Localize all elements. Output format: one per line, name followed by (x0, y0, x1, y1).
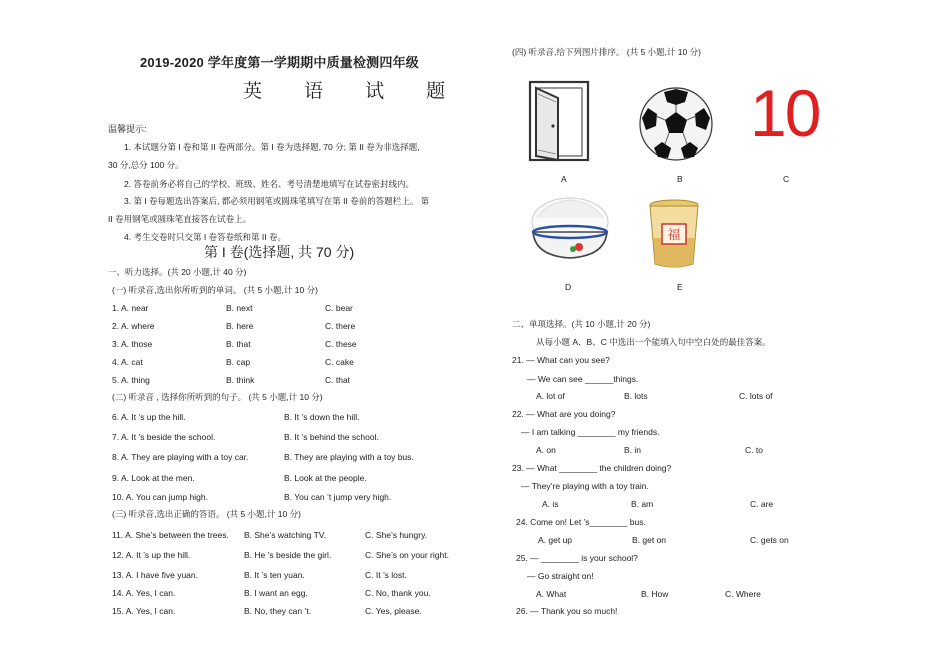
q14-a: 14. A. Yes, I can. (112, 588, 176, 598)
q2-b: B. here (226, 321, 254, 331)
q10-a: 10. A. You can jump high. (112, 492, 208, 502)
q8-a: 8. A. They are playing with a toy car. (112, 452, 249, 462)
q15-a: 15. A. Yes, I can. (112, 606, 176, 616)
number-ten-picture: 10 (750, 76, 820, 150)
q15-c: C. Yes, please. (365, 606, 422, 616)
q22: 22. — What are you doing? (512, 409, 616, 419)
q1-b: B. next (226, 303, 253, 313)
q14-c: C. No, thank you. (365, 588, 431, 598)
q4-a: 4. A. cat (112, 357, 143, 367)
q12-a: 12. A. It ’s up the hill. (112, 550, 191, 560)
q21-a: A. lot of (536, 391, 565, 401)
notice-heading: 温馨提示: (108, 124, 147, 134)
q23-a: A. is (542, 499, 559, 509)
q5-b: B. think (226, 375, 255, 385)
picture-label-d: D (565, 282, 572, 292)
exam-subtitle: 英 语 试 题 (243, 80, 464, 102)
part2-instruction: 从每小题 A、B、C 中选出一个能填入句中空白处的最佳答案。 (536, 337, 771, 347)
q6-b: B. It ’s down the hill. (284, 412, 360, 422)
q23-b: B. am (631, 499, 654, 509)
q25-c: C. Where (725, 589, 761, 599)
q22-c: C. to (745, 445, 763, 455)
notice-line-3b: II 卷用钢笔或圆珠笔直接答在试卷上。 (108, 214, 252, 224)
section1-heading: 一、听力选择。(共 20 小题,计 40 分) (108, 267, 247, 277)
q25: 25. — ________ is your school? (516, 553, 638, 563)
q2-a: 2. A. where (112, 321, 155, 331)
notice-line-1: 1. 本试题分第 I 卷和第 II 卷两部分。第 I 卷为选择题, 70 分; 第 II 卷为非选择题, (124, 142, 420, 152)
sub4-heading: (四) 听录音,给下列图片排序。 (共 5 小题,计 10 分) (512, 47, 701, 57)
q22-b: B. in (624, 445, 642, 455)
q1-a: 1. A. near (112, 303, 149, 313)
q21-answer-line: — We can see ______things. (527, 374, 639, 384)
notice-line-2: 2. 答卷前务必将自己的学校、班级、姓名、考号清楚地填写在试卷密封线内。 (124, 179, 414, 189)
notice-line-3: 3. 第 I 卷每题选出答案后, 都必须用钢笔或圆珠笔填写在第 II 卷前的答题栏上。 第 (124, 196, 430, 206)
door-picture (528, 80, 594, 162)
sub3-heading: (三) 听录音,选出正确的答语。 (共 5 小题,计 10 分) (112, 509, 301, 519)
rice-bowl-picture (527, 192, 613, 264)
q1-c: C. bear (325, 303, 353, 313)
soccer-ball-picture (638, 86, 714, 162)
q26: 26. — Thank you so much! (516, 606, 618, 616)
picture-label-c: C (783, 174, 790, 184)
q10-b: B. You can ’t jump very high. (284, 492, 392, 502)
q24-b: B. get on (632, 535, 667, 545)
q22-a: A. on (536, 445, 556, 455)
notice-line-1b: 30 分,总分 100 分。 (108, 160, 184, 170)
q11-c: C. She’s hungry. (365, 530, 428, 540)
q23-answer-line: — They’re playing with a toy train. (521, 481, 649, 491)
part1-title: 第 I 卷(选择题, 共 70 分) (204, 244, 355, 260)
notice-line-4: 4. 考生交卷时只交第 I 卷答卷纸和第 II 卷。 (124, 232, 286, 242)
picture-label-a: A (561, 174, 567, 184)
q24-a: A. get up (538, 535, 573, 545)
q7-a: 7. A. It ’s beside the school. (112, 432, 216, 442)
q25-answer-line: — Go straight on! (527, 571, 594, 581)
picture-label-b: B (677, 174, 683, 184)
q25-a: A. What (536, 589, 567, 599)
part2-title: 二、单项选择。(共 10 小题,计 20 分) (512, 319, 651, 329)
q6-a: 6. A. It ’s up the hill. (112, 412, 186, 422)
sub2-heading: (二) 听录音 , 选择你所听到的句子。 (共 5 小题,计 10 分) (112, 392, 323, 402)
q2-c: C. there (325, 321, 356, 331)
q13-b: B. It ’s ten yuan. (244, 570, 305, 580)
q11-b: B. She’s watching TV. (244, 530, 327, 540)
q13-c: C. It ’s lost. (365, 570, 407, 580)
q21-b: B. lots (624, 391, 648, 401)
q24: 24. Come on! Let ’s________ bus. (516, 517, 646, 527)
q8-b: B. They are playing with a toy bus. (284, 452, 414, 462)
q5-a: 5. A. thing (112, 375, 150, 385)
q21: 21. — What can you see? (512, 355, 610, 365)
q4-b: B. cap (226, 357, 251, 367)
cup-picture (648, 198, 700, 270)
exam-title: 2019-2020 学年度第一学期期中质量检测四年级 (140, 55, 419, 70)
q24-c: C. gets on (750, 535, 789, 545)
q12-b: B. He ’s beside the girl. (244, 550, 332, 560)
q23-c: C. are (750, 499, 774, 509)
cup-logo-text: 福 (667, 228, 681, 243)
q13-a: 13. A. I have five yuan. (112, 570, 199, 580)
q23: 23. — What ________ the children doing? (512, 463, 672, 473)
q9-b: B. Look at the people. (284, 473, 367, 483)
sub1-heading: (一) 听录音,选出你所听到的单词。 (共 5 小题,计 10 分) (112, 285, 318, 295)
q3-b: B. that (226, 339, 251, 349)
q12-c: C. She’s on your right. (365, 550, 449, 560)
q15-b: B. No, they can ’t. (244, 606, 312, 616)
q22-answer-line: — I am talking ________ my friends. (521, 427, 660, 437)
q3-c: C. these (325, 339, 357, 349)
q7-b: B. It ’s behind the school. (284, 432, 379, 442)
q5-c: C. that (325, 375, 351, 385)
q4-c: C. cake (325, 357, 354, 367)
picture-label-e: E (677, 282, 683, 292)
q3-a: 3. A. those (112, 339, 153, 349)
q25-b: B. How (641, 589, 669, 599)
q21-c: C. lots of (739, 391, 773, 401)
q11-a: 11. A. She’s between the trees. (112, 530, 229, 540)
q9-a: 9. A. Look at the men. (112, 473, 195, 483)
q14-b: B. I want an egg. (244, 588, 308, 598)
